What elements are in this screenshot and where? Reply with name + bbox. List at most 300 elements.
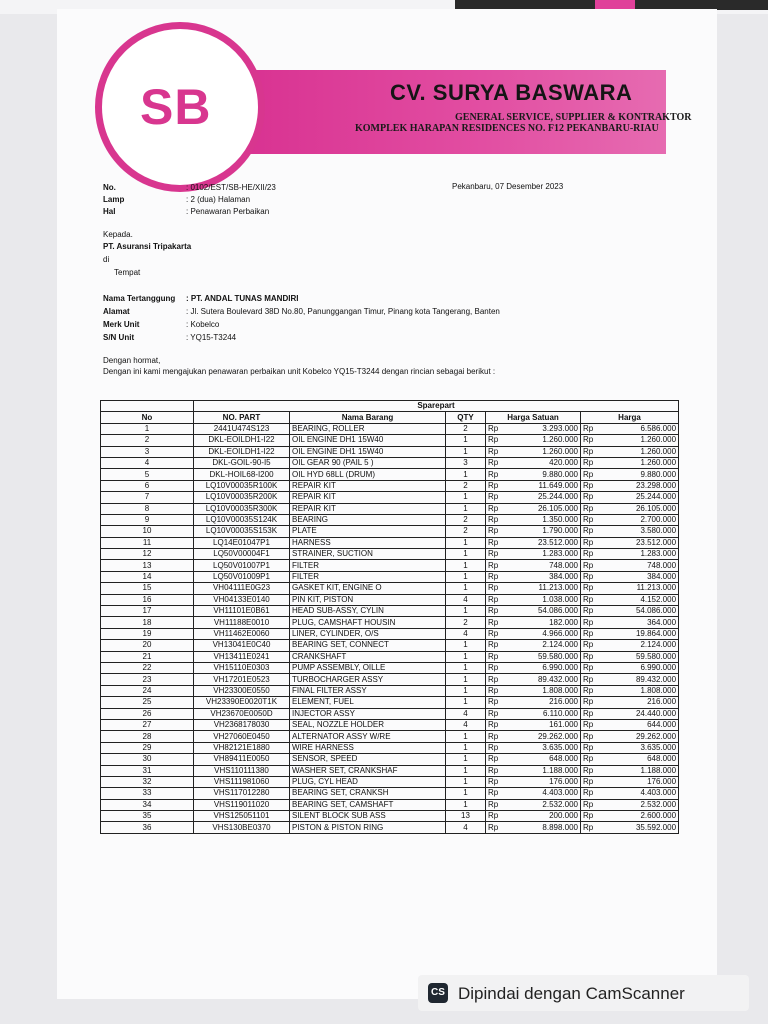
row-total-currency: Rp <box>581 606 603 617</box>
row-name: LINER, CYLINDER, O/S <box>290 628 446 639</box>
row-part: VH04133E0140 <box>194 594 290 605</box>
row-name: PISTON & PISTON RING <box>290 822 446 833</box>
row-part: LQ14E01047P1 <box>194 537 290 548</box>
table-row <box>101 731 679 742</box>
recipient: PT. Asuransi Tripakarta <box>103 242 192 251</box>
row-total: 176.000 <box>603 776 679 787</box>
sn-label: S/N Unit <box>103 333 135 342</box>
row-total: 648.000 <box>603 754 679 765</box>
row-no: 11 <box>101 537 194 548</box>
row-part: VHS110111380 <box>194 765 290 776</box>
row-qty: 1 <box>446 799 486 810</box>
header-no: No <box>101 412 194 423</box>
table-row <box>101 457 679 468</box>
row-unit-currency: Rp <box>486 537 508 548</box>
row-part: VH23670E0050D <box>194 708 290 719</box>
row-unit-price: 29.262.000 <box>508 731 581 742</box>
row-name: SENSOR, SPEED <box>290 754 446 765</box>
row-unit-currency: Rp <box>486 457 508 468</box>
row-name: BEARING SET, CAMSHAFT <box>290 799 446 810</box>
row-no: 10 <box>101 526 194 537</box>
row-qty: 1 <box>446 446 486 457</box>
hal-value: : Penawaran Perbaikan <box>186 207 270 216</box>
row-total: 644.000 <box>603 719 679 730</box>
row-total: 26.105.000 <box>603 503 679 514</box>
row-total: 24.440.000 <box>603 708 679 719</box>
row-total-currency: Rp <box>581 526 603 537</box>
row-total: 1.188.000 <box>603 765 679 776</box>
row-total-currency: Rp <box>581 492 603 503</box>
table-row <box>101 719 679 730</box>
table-row <box>101 754 679 765</box>
row-qty: 13 <box>446 811 486 822</box>
row-part: DKL-EOILDH1-I22 <box>194 446 290 457</box>
row-total-currency: Rp <box>581 503 603 514</box>
row-no: 36 <box>101 822 194 833</box>
row-qty: 1 <box>446 685 486 696</box>
row-name: PIN KIT, PISTON <box>290 594 446 605</box>
row-no: 19 <box>101 628 194 639</box>
row-unit-currency: Rp <box>486 617 508 628</box>
row-unit-price: 8.898.000 <box>508 822 581 833</box>
table-row <box>101 674 679 685</box>
row-total-currency: Rp <box>581 799 603 810</box>
row-name: INJECTOR ASSY <box>290 708 446 719</box>
row-name: OIL GEAR 90 (PAIL 5 ) <box>290 457 446 468</box>
row-no: 21 <box>101 651 194 662</box>
row-unit-currency: Rp <box>486 776 508 787</box>
row-unit-price: 420.000 <box>508 457 581 468</box>
row-total-currency: Rp <box>581 822 603 833</box>
row-total: 6.990.000 <box>603 662 679 673</box>
row-name: BEARING SET, CONNECT <box>290 640 446 651</box>
row-part: DKL-EOILDH1-I22 <box>194 435 290 446</box>
row-total: 1.260.000 <box>603 457 679 468</box>
row-unit-price: 1.350.000 <box>508 514 581 525</box>
row-total: 748.000 <box>603 560 679 571</box>
table-row <box>101 594 679 605</box>
merk-label: Merk Unit <box>103 320 140 329</box>
row-unit-currency: Rp <box>486 731 508 742</box>
row-name: STRAINER, SUCTION <box>290 549 446 560</box>
row-part: 2441U474S123 <box>194 423 290 434</box>
row-name: PLUG, CAMSHAFT HOUSIN <box>290 617 446 628</box>
row-part: VH11188E0010 <box>194 617 290 628</box>
row-unit-price: 748.000 <box>508 560 581 571</box>
row-qty: 1 <box>446 560 486 571</box>
table-row <box>101 606 679 617</box>
row-no: 12 <box>101 549 194 560</box>
no-value: : 0102/EST/SB-HE/XII/23 <box>186 183 276 192</box>
table-row <box>101 662 679 673</box>
row-part: VH11101E0B61 <box>194 606 290 617</box>
row-unit-currency: Rp <box>486 492 508 503</box>
row-qty: 1 <box>446 765 486 776</box>
row-part: VHS130BE0370 <box>194 822 290 833</box>
row-name: BEARING SET, CRANKSH <box>290 788 446 799</box>
row-unit-currency: Rp <box>486 662 508 673</box>
row-unit-currency: Rp <box>486 640 508 651</box>
lamp-value: : 2 (dua) Halaman <box>186 195 251 204</box>
row-unit-price: 384.000 <box>508 571 581 582</box>
row-unit-price: 216.000 <box>508 697 581 708</box>
row-part: VH15110E0303 <box>194 662 290 673</box>
row-total-currency: Rp <box>581 583 603 594</box>
row-total: 23.298.000 <box>603 480 679 491</box>
row-total: 23.512.000 <box>603 537 679 548</box>
table-row <box>101 822 679 833</box>
row-part: DKL-GOIL-90-I5 <box>194 457 290 468</box>
table-row <box>101 583 679 594</box>
row-part: VH89411E0050 <box>194 754 290 765</box>
row-no: 15 <box>101 583 194 594</box>
row-qty: 1 <box>446 742 486 753</box>
row-unit-price: 161.000 <box>508 719 581 730</box>
row-total-currency: Rp <box>581 594 603 605</box>
row-total: 1.283.000 <box>603 549 679 560</box>
row-total-currency: Rp <box>581 628 603 639</box>
row-total: 4.152.000 <box>603 594 679 605</box>
row-name: CRANKSHAFT <box>290 651 446 662</box>
row-part: VH17201E0523 <box>194 674 290 685</box>
row-unit-price: 2.124.000 <box>508 640 581 651</box>
row-unit-price: 200.000 <box>508 811 581 822</box>
row-total-currency: Rp <box>581 549 603 560</box>
table-row <box>101 503 679 514</box>
row-unit-currency: Rp <box>486 811 508 822</box>
row-unit-currency: Rp <box>486 503 508 514</box>
row-qty: 1 <box>446 583 486 594</box>
row-unit-price: 1.790.000 <box>508 526 581 537</box>
row-unit-price: 6.110.000 <box>508 708 581 719</box>
table-row <box>101 788 679 799</box>
header-unit-price: Harga Satuan <box>486 412 581 423</box>
alamat-value: : Jl. Sutera Boulevard 38D No.80, Panunggangan Timur, Pinang kota Tangerang, Banten <box>186 307 500 316</box>
row-total: 6.586.000 <box>603 423 679 434</box>
row-part: VH11462E0060 <box>194 628 290 639</box>
row-part: VH82121E1880 <box>194 742 290 753</box>
row-qty: 1 <box>446 549 486 560</box>
row-total: 1.808.000 <box>603 685 679 696</box>
row-part: VH23390E0020T1K <box>194 697 290 708</box>
row-unit-price: 26.105.000 <box>508 503 581 514</box>
row-unit-price: 3.293.000 <box>508 423 581 434</box>
row-unit-currency: Rp <box>486 685 508 696</box>
row-total: 364.000 <box>603 617 679 628</box>
row-qty: 1 <box>446 435 486 446</box>
row-no: 29 <box>101 742 194 753</box>
row-qty: 4 <box>446 594 486 605</box>
row-qty: 1 <box>446 651 486 662</box>
di-text: di <box>103 255 110 264</box>
header-part: NO. PART <box>194 412 290 423</box>
row-no: 25 <box>101 697 194 708</box>
row-total-currency: Rp <box>581 731 603 742</box>
row-unit-currency: Rp <box>486 799 508 810</box>
camscanner-icon: CS <box>428 983 448 1003</box>
row-unit-currency: Rp <box>486 628 508 639</box>
row-no: 34 <box>101 799 194 810</box>
row-unit-currency: Rp <box>486 651 508 662</box>
table-row <box>101 514 679 525</box>
row-no: 9 <box>101 514 194 525</box>
row-unit-price: 89.432.000 <box>508 674 581 685</box>
row-part: LQ10V00035R100K <box>194 480 290 491</box>
row-unit-price: 11.213.000 <box>508 583 581 594</box>
sn-value: : YQ15-T3244 <box>186 333 237 342</box>
row-total-currency: Rp <box>581 719 603 730</box>
table-row <box>101 799 679 810</box>
row-no: 23 <box>101 674 194 685</box>
row-part: VHS117012280 <box>194 788 290 799</box>
row-no: 18 <box>101 617 194 628</box>
table-row <box>101 697 679 708</box>
row-no: 26 <box>101 708 194 719</box>
row-total-currency: Rp <box>581 651 603 662</box>
row-name: HEAD SUB-ASSY, CYLIN <box>290 606 446 617</box>
row-name: FILTER <box>290 560 446 571</box>
row-no: 27 <box>101 719 194 730</box>
row-total: 3.580.000 <box>603 526 679 537</box>
row-total-currency: Rp <box>581 537 603 548</box>
row-no: 16 <box>101 594 194 605</box>
row-unit-currency: Rp <box>486 697 508 708</box>
row-no: 22 <box>101 662 194 673</box>
row-no: 7 <box>101 492 194 503</box>
row-name: WIRE HARNESS <box>290 742 446 753</box>
row-total: 2.532.000 <box>603 799 679 810</box>
row-unit-currency: Rp <box>486 754 508 765</box>
row-unit-currency: Rp <box>486 560 508 571</box>
row-qty: 2 <box>446 480 486 491</box>
table-row <box>101 560 679 571</box>
row-unit-price: 1.260.000 <box>508 446 581 457</box>
row-qty: 1 <box>446 469 486 480</box>
row-unit-price: 4.966.000 <box>508 628 581 639</box>
row-name: HARNESS <box>290 537 446 548</box>
table-row <box>101 526 679 537</box>
row-total: 4.403.000 <box>603 788 679 799</box>
row-unit-price: 59.580.000 <box>508 651 581 662</box>
intro-text: Dengan ini kami mengajukan penawaran perbaikan unit Kobelco YQ15-T3244 dengan rincian sebagai berikut : <box>103 367 496 376</box>
row-unit-currency: Rp <box>486 469 508 480</box>
row-total-currency: Rp <box>581 446 603 457</box>
row-total-currency: Rp <box>581 674 603 685</box>
header-price: Harga <box>581 412 679 423</box>
row-total-currency: Rp <box>581 662 603 673</box>
row-unit-currency: Rp <box>486 526 508 537</box>
row-name: FILTER <box>290 571 446 582</box>
row-no: 2 <box>101 435 194 446</box>
row-total: 11.213.000 <box>603 583 679 594</box>
tempat-text: Tempat <box>114 268 141 277</box>
row-no: 4 <box>101 457 194 468</box>
table-row <box>101 571 679 582</box>
row-unit-currency: Rp <box>486 435 508 446</box>
row-unit-currency: Rp <box>486 514 508 525</box>
row-name: ELEMENT, FUEL <box>290 697 446 708</box>
row-qty: 1 <box>446 674 486 685</box>
table-row <box>101 446 679 457</box>
row-total-currency: Rp <box>581 685 603 696</box>
row-unit-currency: Rp <box>486 719 508 730</box>
table-row <box>101 776 679 787</box>
row-qty: 1 <box>446 537 486 548</box>
row-unit-currency: Rp <box>486 571 508 582</box>
row-name: REPAIR KIT <box>290 492 446 503</box>
lamp-label: Lamp <box>103 195 125 204</box>
row-unit-currency: Rp <box>486 742 508 753</box>
row-no: 24 <box>101 685 194 696</box>
row-name: BEARING <box>290 514 446 525</box>
row-unit-price: 1.038.000 <box>508 594 581 605</box>
row-part: LQ50V01007P1 <box>194 560 290 571</box>
row-unit-price: 176.000 <box>508 776 581 787</box>
tertanggung-label: Nama Tertanggung <box>103 294 176 303</box>
row-name: PUMP ASSEMBLY, OILLE <box>290 662 446 673</box>
row-unit-currency: Rp <box>486 446 508 457</box>
row-total: 35.592.000 <box>603 822 679 833</box>
row-qty: 2 <box>446 617 486 628</box>
row-name: SEAL, NOZZLE HOLDER <box>290 719 446 730</box>
row-unit-price: 6.990.000 <box>508 662 581 673</box>
row-total: 54.086.000 <box>603 606 679 617</box>
row-part: LQ10V00035R200K <box>194 492 290 503</box>
row-part: LQ10V00035S124K <box>194 514 290 525</box>
row-total-currency: Rp <box>581 469 603 480</box>
row-total-currency: Rp <box>581 617 603 628</box>
row-no: 30 <box>101 754 194 765</box>
table-row <box>101 651 679 662</box>
row-qty: 4 <box>446 708 486 719</box>
row-name: REPAIR KIT <box>290 503 446 514</box>
row-total-currency: Rp <box>581 571 603 582</box>
row-unit-currency: Rp <box>486 549 508 560</box>
row-total-currency: Rp <box>581 480 603 491</box>
row-qty: 1 <box>446 662 486 673</box>
row-unit-currency: Rp <box>486 606 508 617</box>
row-name: OIL ENGINE DH1 15W40 <box>290 435 446 446</box>
table-row <box>101 811 679 822</box>
table-row <box>101 423 679 434</box>
table-row <box>101 435 679 446</box>
table-row <box>101 708 679 719</box>
row-qty: 1 <box>446 731 486 742</box>
row-name: WASHER SET, CRANKSHAF <box>290 765 446 776</box>
row-total-currency: Rp <box>581 776 603 787</box>
table-row <box>101 492 679 503</box>
sparepart-table <box>100 400 679 834</box>
logo-text: SB <box>140 79 212 135</box>
row-unit-price: 54.086.000 <box>508 606 581 617</box>
row-unit-price: 23.512.000 <box>508 537 581 548</box>
row-no: 20 <box>101 640 194 651</box>
company-tagline: GENERAL SERVICE, SUPPLIER & KONTRAKTOR <box>455 112 692 123</box>
row-no: 8 <box>101 503 194 514</box>
row-qty: 3 <box>446 457 486 468</box>
row-no: 14 <box>101 571 194 582</box>
row-unit-price: 2.532.000 <box>508 799 581 810</box>
row-total-currency: Rp <box>581 514 603 525</box>
row-qty: 1 <box>446 640 486 651</box>
row-total-currency: Rp <box>581 457 603 468</box>
row-unit-price: 648.000 <box>508 754 581 765</box>
hal-label: Hal <box>103 207 116 216</box>
row-total: 25.244.000 <box>603 492 679 503</box>
row-total: 89.432.000 <box>603 674 679 685</box>
row-name: REPAIR KIT <box>290 480 446 491</box>
table-row <box>101 469 679 480</box>
row-total: 2.700.000 <box>603 514 679 525</box>
row-unit-price: 3.635.000 <box>508 742 581 753</box>
row-part: VH13411E0241 <box>194 651 290 662</box>
row-unit-price: 1.260.000 <box>508 435 581 446</box>
row-qty: 2 <box>446 526 486 537</box>
row-total-currency: Rp <box>581 423 603 434</box>
row-qty: 1 <box>446 697 486 708</box>
row-no: 17 <box>101 606 194 617</box>
row-unit-price: 4.403.000 <box>508 788 581 799</box>
row-name: PLUG, CYL HEAD <box>290 776 446 787</box>
row-qty: 2 <box>446 514 486 525</box>
table-row <box>101 480 679 491</box>
company-address: KOMPLEK HARAPAN RESIDENCES NO. F12 PEKANBARU-RIAU <box>355 123 659 134</box>
row-qty: 1 <box>446 754 486 765</box>
row-qty: 4 <box>446 822 486 833</box>
row-part: LQ10V00035R300K <box>194 503 290 514</box>
row-total-currency: Rp <box>581 811 603 822</box>
row-unit-currency: Rp <box>486 583 508 594</box>
table-row <box>101 640 679 651</box>
row-name: BEARING, ROLLER <box>290 423 446 434</box>
row-part: VH04111E0G23 <box>194 583 290 594</box>
row-part: VHS119011020 <box>194 799 290 810</box>
table-row <box>101 742 679 753</box>
row-unit-price: 9.880.000 <box>508 469 581 480</box>
row-name: PLATE <box>290 526 446 537</box>
row-no: 5 <box>101 469 194 480</box>
row-unit-currency: Rp <box>486 822 508 833</box>
row-part: VHS111981060 <box>194 776 290 787</box>
row-total-currency: Rp <box>581 560 603 571</box>
row-unit-currency: Rp <box>486 594 508 605</box>
row-unit-price: 25.244.000 <box>508 492 581 503</box>
row-part: DKL-HOIL68-I200 <box>194 469 290 480</box>
row-unit-currency: Rp <box>486 788 508 799</box>
row-total-currency: Rp <box>581 765 603 776</box>
row-total-currency: Rp <box>581 788 603 799</box>
letter-date: Pekanbaru, 07 Desember 2023 <box>452 182 564 191</box>
row-unit-currency: Rp <box>486 765 508 776</box>
row-qty: 1 <box>446 788 486 799</box>
row-total-currency: Rp <box>581 697 603 708</box>
row-qty: 4 <box>446 628 486 639</box>
row-no: 28 <box>101 731 194 742</box>
camscanner-text: Dipindai dengan CamScanner <box>458 984 685 1003</box>
row-unit-currency: Rp <box>486 708 508 719</box>
row-part: LQ50V00004F1 <box>194 549 290 560</box>
table-row <box>101 537 679 548</box>
row-unit-currency: Rp <box>486 674 508 685</box>
row-part: VHS125051101 <box>194 811 290 822</box>
row-name: GASKET KIT, ENGINE O <box>290 583 446 594</box>
row-total: 59.580.000 <box>603 651 679 662</box>
row-total-currency: Rp <box>581 435 603 446</box>
row-unit-price: 182.000 <box>508 617 581 628</box>
row-qty: 1 <box>446 571 486 582</box>
company-name: CV. SURYA BASWARA <box>390 80 633 105</box>
row-total: 216.000 <box>603 697 679 708</box>
